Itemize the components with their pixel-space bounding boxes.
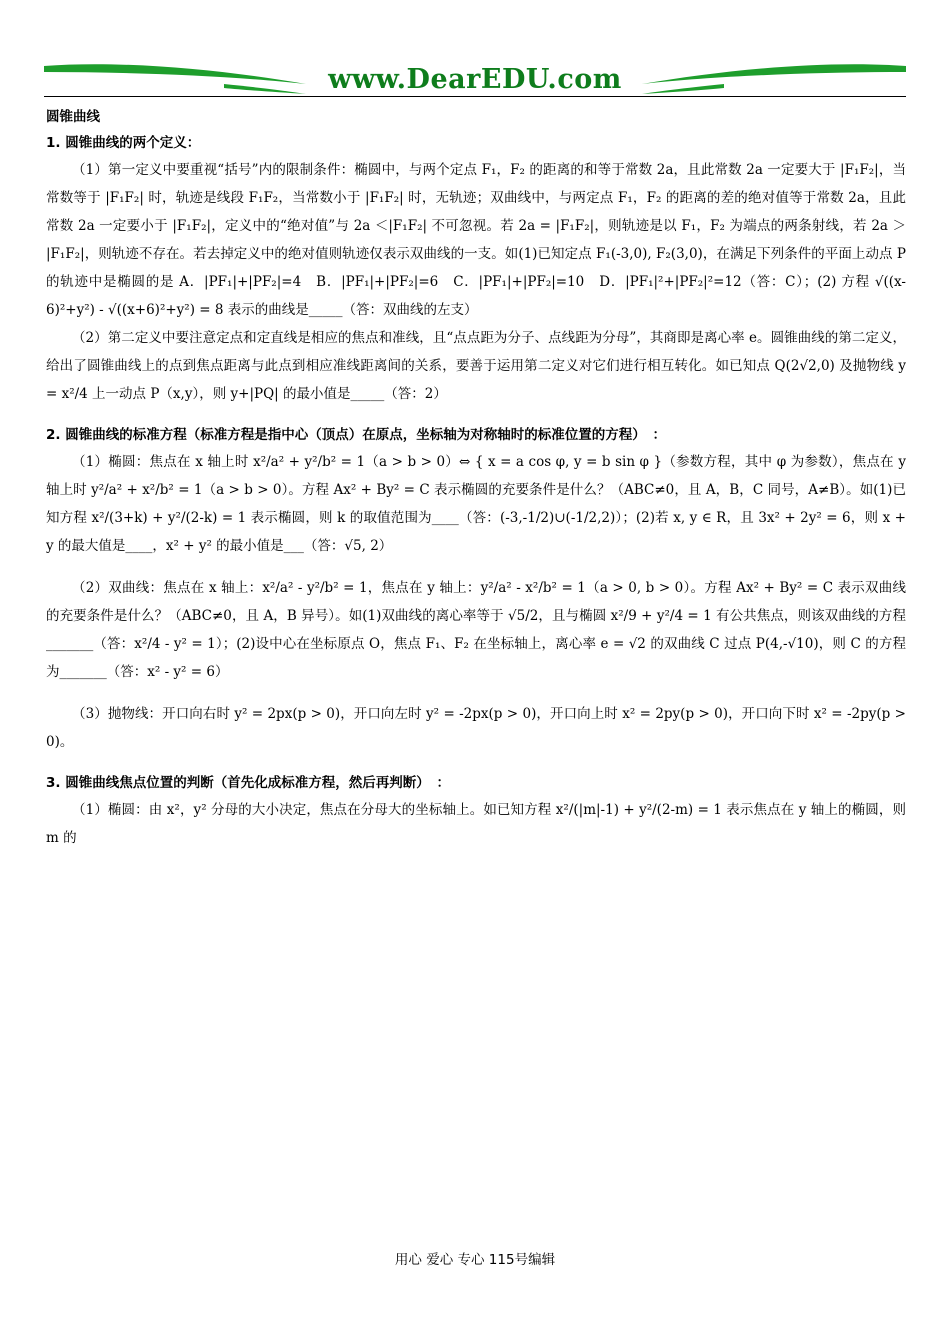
right-swoosh bbox=[642, 64, 906, 84]
section-2-paragraph-2: （2）双曲线：焦点在 x 轴上：x²/a² - y²/b² = 1，焦点在 y 轴上：y²/a² - x²/b² = 1（a > 0, b > 0）。方程 Ax² + By² = C 表示双曲线的充要条件是什么？（ABC≠0，且 A，B 异号）。如(1)双曲线的离心率等于 √5/2，且与椭圆 x²/9 + y²/4 = 1 有公共焦点，则该双曲线的方程_______（答：x²/4 - y² = 1）；(2)设中心在坐标原点 O，焦点 F₁、F₂ 在坐标轴上，离心率 e = √2 的双曲线 C 过点 P(4,-√10)，则 C 的方程为_______（答：x² - y² = 6） bbox=[46, 580, 906, 680]
section-1-paragraph-1: （1）第一定义中要重视“括号”内的限制条件：椭圆中，与两个定点 F₁，F₂ 的距离的和等于常数 2a，且此常数 2a 一定要大于 |F₁F₂|，当常数等于 |F₁F₂| 时，轨迹是线段 F₁F₂，当常数小于 |F₁F₂| 时，无轨迹；双曲线中，与两定点 F₁，F₂ 的距离的差的绝对值等于常数 2a，且此常数 2a 一定要小于 |F₁F₂|，定义中的“绝对值”与 2a ＜|F₁F₂| 不可忽视。若 2a = |F₁F₂|，则轨迹是以 F₁，F₂ 为端点的两条射线，若 2a ＞ |F₁F₂|，则轨迹不存在。若去掉定义中的绝对值则轨迹仅表示双曲线的一支。如(1)已知定点 F₁(-3,0), F₂(3,0)，在满足下列条件的平面上动点 P 的轨迹中是椭圆的是 A．|PF₁|+|PF₂|=4 B．|PF₁|+|PF₂|=6 C．|PF₁|+|PF₂|=10 D．|PF₁|²+|PF₂|²=12（答：C）；(2) 方程 √((x-6)²+y²) - √((x+6)²+y²) = 8 表示的曲线是_____（答：双曲线的左支） bbox=[46, 162, 906, 318]
header-rule bbox=[44, 96, 906, 97]
page-footer: 用心 爱心 专心 115号编辑 bbox=[394, 1252, 556, 1268]
section-3-paragraph-1: （1）椭圆：由 x²，y² 分母的大小决定，焦点在分母大的坐标轴上。如已知方程 x²/(|m|-1) + y²/(2-m) = 1 表示焦点在 y 轴上的椭圆，则 m 的 bbox=[46, 802, 906, 846]
section-3-heading: 3. 圆锥曲线焦点位置的判断（首先化成标准方程，然后再判断） ： bbox=[46, 775, 450, 791]
right-swoosh-tail bbox=[642, 84, 724, 94]
section-1-paragraph-2: （2）第二定义中要注意定点和定直线是相应的焦点和准线，且“点点距为分子、点线距为分母”，其商即是离心率 e。圆锥曲线的第二定义，给出了圆锥曲线上的点到焦点距离与此点到相应准线距离间的关系，要善于运用第二定义对它们进行相互转化。如已知点 Q(2√2,0) 及抛物线 y = x²/4 上一动点 P（x,y），则 y+|PQ| 的最小值是_____（答：2） bbox=[46, 330, 906, 402]
document-body bbox=[46, 104, 906, 852]
left-swoosh-tail bbox=[224, 84, 306, 94]
left-swoosh bbox=[44, 64, 306, 84]
site-logo: www.DearEDU.com bbox=[328, 64, 622, 95]
section-2-heading: 2. 圆锥曲线的标准方程（标准方程是指中心（顶点）在原点，坐标轴为对称轴时的标准位置的方程） ： bbox=[46, 427, 666, 443]
section-2-paragraph-3: （3）抛物线：开口向右时 y² = 2px(p > 0)，开口向左时 y² = -2px(p > 0)，开口向上时 x² = 2py(p > 0)，开口向下时 x² = -2py(p > 0)。 bbox=[46, 706, 906, 750]
page-title: 圆锥曲线 bbox=[46, 109, 100, 125]
section-2-paragraph-1: （1）椭圆：焦点在 x 轴上时 x²/a² + y²/b² = 1（a > b > 0）⇔ { x = a cos φ, y = b sin φ }（参数方程，其中 φ 为参数），焦点在 y 轴上时 y²/a² + x²/b² = 1（a > b > 0）。方程 Ax² + By² = C 表示椭圆的充要条件是什么？（ABC≠0，且 A，B，C 同号，A≠B）。如(1)已知方程 x²/(3+k) + y²/(2-k) = 1 表示椭圆，则 k 的取值范围为____（答：(-3,-1/2)∪(-1/2,2)）；(2)若 x, y ∈ R，且 3x² + 2y² = 6，则 x + y 的最大值是____，x² + y² 的最小值是___（答：√5, 2） bbox=[46, 454, 906, 554]
section-1-heading: 1. 圆锥曲线的两个定义： bbox=[46, 135, 201, 151]
